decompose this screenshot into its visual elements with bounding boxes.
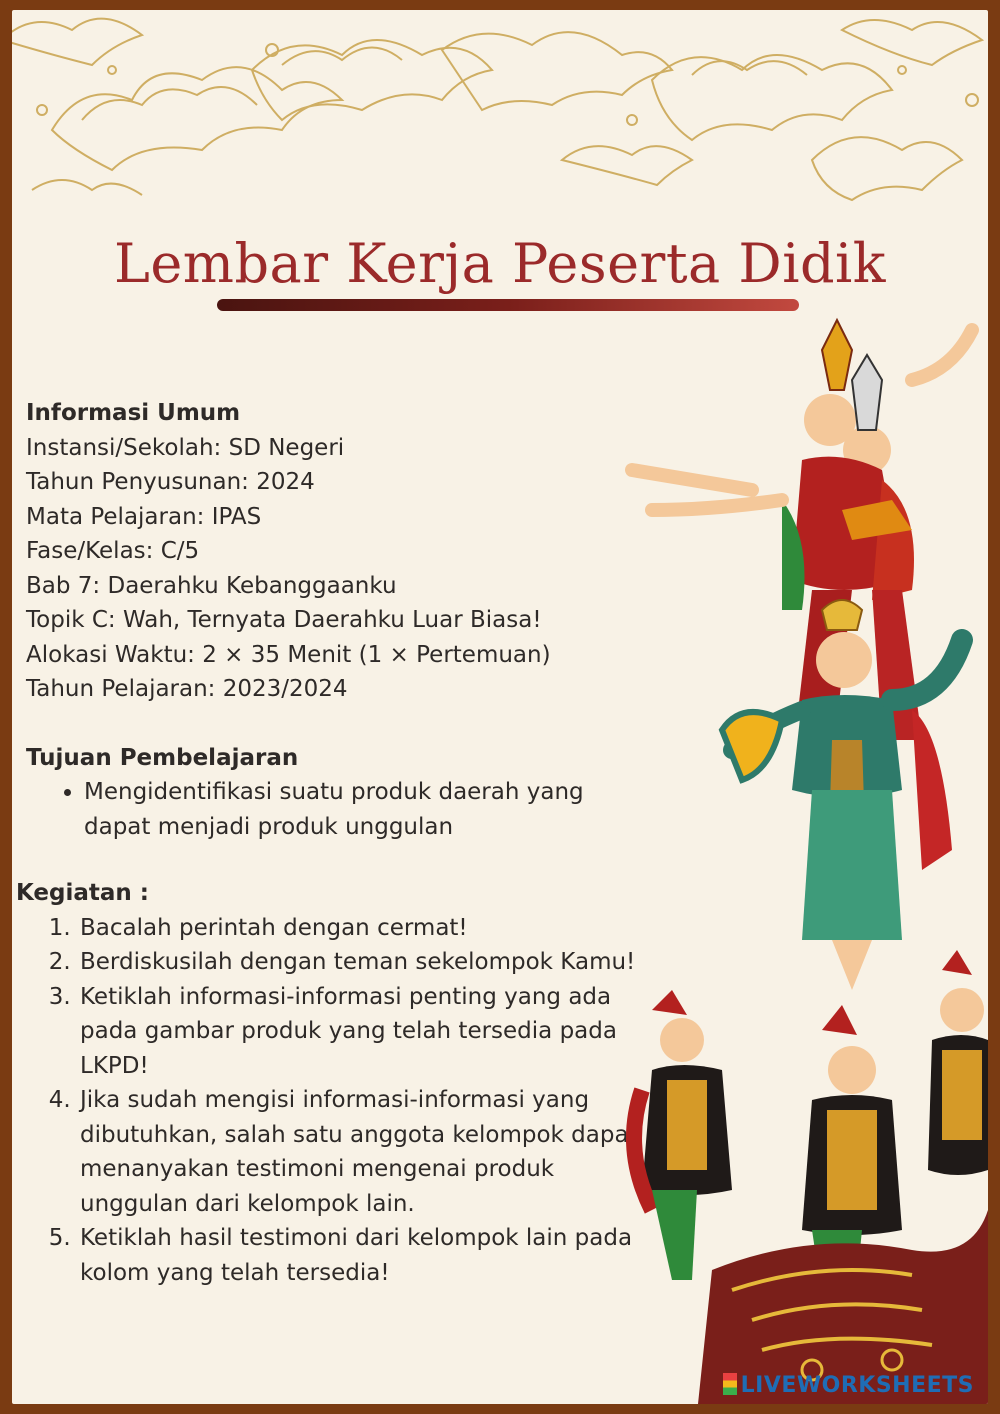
traditional-dancers-illustration (612, 310, 988, 1404)
info-line: Bab 7: Daerahku Kebanggaanku (26, 572, 397, 599)
watermark (723, 1373, 974, 1398)
kegiatan-item: 5. Ketiklah hasil testimoni dari kelompok lain pada kolom yang telah tersedia! (78, 1221, 646, 1290)
watermark-text: LIVEWORKSHEETS (740, 1373, 974, 1398)
kegiatan-list (26, 911, 646, 1291)
kegiatan-item: 1. Bacalah perintah dengan cermat! (78, 911, 646, 946)
tujuan-list (26, 775, 646, 844)
ramayana-dancers (632, 320, 972, 740)
info-line: Topik C: Wah, Ternyata Daerahku Luar Biasa! (26, 607, 542, 633)
page-title: Lembar Kerja Peserta Didik (113, 232, 887, 295)
worksheet-content (16, 396, 646, 1290)
batik-cloud-ornament (12, 10, 988, 230)
kegiatan-heading: Kegiatan : (16, 880, 149, 906)
kegiatan-item: 3. Ketiklah informasi-informasi penting yang ada pada gambar produk yang telah tersedia pada LKPD! (78, 980, 646, 1084)
info-line: Mata Pelajaran: IPAS (26, 503, 262, 530)
info-line: Alokasi Waktu: 2 × 35 Menit (1 × Pertemuan) (26, 641, 551, 668)
balinese-dancer (722, 600, 962, 990)
tujuan-heading: Tujuan Pembelajaran (26, 744, 299, 771)
kegiatan-item: 2. Berdiskusilah dengan teman sekelompok Kamu! (78, 945, 646, 980)
worksheet-page (12, 10, 988, 1404)
liveworksheets-logo-icon (723, 1373, 737, 1395)
kegiatan-item: 4. Jika sudah mengisi informasi-informasi yang dibutuhkan, salah satu anggota kelompok dapat menanyakan testimoni mengenai produk unggulan dari kelompok lain. (78, 1083, 646, 1221)
info-line: Tahun Penyusunan: 2024 (26, 469, 315, 495)
info-line: Instansi/Sekolah: SD Negeri (26, 434, 345, 461)
tujuan-item: • Mengidentifikasi suatu produk daerah yang dapat menjadi produk unggulan (84, 775, 646, 844)
informasi-umum-heading: Informasi Umum (26, 400, 241, 426)
info-line: Fase/Kelas: C/5 (26, 538, 200, 564)
info-line: Tahun Pelajaran: 2023/2024 (26, 676, 348, 702)
